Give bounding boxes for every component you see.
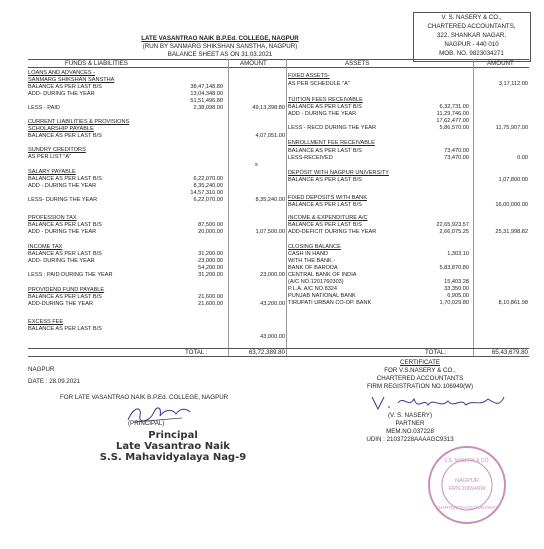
liability-sub-amount: 21,600.00	[198, 301, 223, 307]
asset-sub-amount: 15,403.28	[444, 279, 469, 285]
asset-label: CASH IN HAND	[288, 251, 329, 257]
liability-label: INCOME TAX	[28, 244, 63, 250]
asset-label: (A/C NO.1201760303)	[288, 279, 344, 285]
liability-sub-amount: 31,200.00	[198, 251, 223, 257]
asset-label: ADD - DURING THE YEAR	[288, 111, 357, 117]
asset-label: LESS - RECD DURING THE YEAR	[288, 125, 377, 131]
liability-sub-amount: 23,000.00	[198, 258, 223, 264]
asset-label: FIXED DEPOSITS WITH BANK	[288, 195, 367, 201]
liability-amount: 49,13,398.80	[252, 105, 285, 111]
asset-amount: 3,17,112.00	[498, 81, 528, 87]
college-for-line: FOR LATE VASANTRAO NAIK B.P.Ed. COLLEGE, NAGPUR	[60, 394, 229, 401]
firm-address-line: 322, SHANKAR NAGAR,	[436, 32, 507, 39]
certificate-line: FIRM REGISTRATION NO.106949(W)	[366, 383, 474, 390]
footer-city: NAGPUR	[28, 366, 55, 373]
asset-sub-amount: 6,32,731.00	[439, 104, 469, 110]
divider-left-amount	[228, 59, 229, 356]
asset-sub-amount: 73,470.00	[444, 148, 469, 154]
liability-label: LESS - PAID	[28, 105, 60, 111]
asset-sub-amount: 1,70,029.80	[439, 300, 469, 306]
firm-address-line: MOB. NO. 9823034271	[439, 50, 504, 57]
liability-sub-amount: 20,000.00	[198, 229, 223, 235]
liability-label: LESS : PAID DURING THE YEAR	[28, 272, 113, 278]
liability-label: BALANCE AS PER LAST B/S	[28, 251, 102, 257]
asset-label: AS PER SCHEDULE "A"	[288, 81, 350, 87]
liability-label: LESS- DURING THE YEAR	[28, 197, 98, 203]
liability-sub-amount: 6,22,070.00	[193, 176, 223, 182]
asset-sub-amount: 2,66,075.25	[439, 229, 469, 235]
asset-label: ENROLLMENT FEE RECEIVABLE	[288, 140, 375, 146]
certificate-line: CHARTERED ACCOUNTANTS	[376, 375, 464, 382]
asset-label: TIRUPATI URBAN CO-OP. BANK	[288, 300, 372, 306]
stamp-firm-name: V.S. NASERY & CO.	[444, 458, 490, 464]
asset-sub-amount: 22,65,923.57	[436, 222, 469, 228]
liability-sub-amount: 54,200.00	[198, 265, 223, 271]
asset-amount: 1,07,800.00	[498, 177, 528, 183]
liability-sub-amount: 31,200.00	[198, 272, 223, 278]
asset-sub-amount: 1,303.10	[447, 251, 469, 257]
stamp-frn: FRN.106949W	[448, 486, 486, 492]
certificate-line: FOR V.S.NASERY & CO.,	[384, 367, 456, 374]
firm-address-line: CHARTERED ACCOUNTANTS,	[427, 23, 516, 30]
liability-label: SUNDRY CREDITORS	[28, 147, 86, 153]
asset-amount: 25,31,998.82	[495, 229, 528, 235]
liability-sub-amount: 38,47,148.80	[190, 84, 223, 90]
asset-label: FIXED ASSETS-	[288, 73, 330, 79]
liability-label: BALANCE AS PER LAST B/S	[28, 84, 102, 90]
liability-label: ADD- DURING THE YEAR	[28, 258, 95, 264]
liability-sub-amount: 21,600.00	[198, 294, 223, 300]
asset-label: P.L.A. A/C NO.8324	[288, 286, 338, 292]
liability-label: EXCESS FEE	[28, 319, 64, 325]
header-amount-right: AMOUNT	[487, 60, 514, 67]
asset-label: TUITION FEES RECEIVABLE	[288, 97, 363, 103]
liability-label: BALANCE AS PER LAST B/S	[28, 326, 102, 332]
liability-sub-amount: 51,51,496.80	[190, 98, 223, 104]
footer-date: DATE : 28.09.2021	[28, 378, 81, 385]
total-amount-right: 65,43,679.80	[491, 349, 528, 356]
asset-label: CLOSING BALANCE	[288, 244, 341, 250]
principal-stamp-college: Late Vasantrao Naik	[116, 441, 230, 452]
partner-line: PARTNER	[395, 420, 425, 427]
principal-stamp-institution: S.S. Mahavidyalaya Nag-9	[99, 452, 247, 463]
total-label-right: TOTAL:	[425, 349, 447, 356]
title-line: (RUN BY SANMARG SHIKSHAN SANSTHA, NAGPUR)	[142, 43, 298, 50]
stamp-ca: CHARTERED ACCOUNTANTS	[435, 505, 499, 510]
divider-middle	[286, 59, 287, 356]
partner-line: (V. S. NASERY)	[387, 412, 432, 419]
partner-line: UDIN : 21037228AAAAGC9313	[366, 436, 454, 443]
asset-label: BALANCE AS PER LAST B/S	[288, 222, 362, 228]
title-line: BALANCE SHEET AS ON 31.03.2021	[167, 51, 273, 58]
liability-amount: 1,07,500.00	[255, 229, 285, 235]
liability-label: BALANCE AS PER LAST B/S	[28, 133, 102, 139]
asset-sub-amount: 33,350.00	[444, 286, 469, 292]
asset-sub-amount: 11,29,746.00	[436, 111, 469, 117]
asset-label: DEPOSIT WITH NAGPUR UNIVERSITY	[288, 170, 389, 176]
asset-label: CENTRAL BANK OF INDIA	[288, 272, 357, 278]
asset-sub-amount: 6,905.00	[447, 293, 469, 299]
firm-address-line: NAGPUR - 440 010	[444, 41, 499, 48]
liability-label: PROFESSION TAX	[28, 215, 77, 221]
header-amount-left: AMOUNT	[240, 60, 267, 67]
total-label-left: TOTAL :	[185, 349, 208, 356]
liability-amount: 8,35,240.00	[255, 197, 285, 203]
liability-sub-amount: 14,57,310.00	[190, 190, 223, 196]
asset-label: BALANCE AS PER LAST B/S	[288, 148, 362, 154]
principal-stamp-title: Principal	[148, 430, 198, 441]
asset-amount: 11,75,907.00	[495, 125, 528, 131]
asset-amount: 16,00,000.00	[495, 202, 528, 208]
liability-label: ADD - DURING THE YEAR	[28, 229, 97, 235]
liability-label: SANMARG SHIKSHAN SANSTHA	[28, 77, 115, 83]
liability-label: BALANCE AS PER LAST B/S	[28, 294, 102, 300]
principal-stamp	[88, 427, 258, 463]
liability-label: PROVIDEND FUND PAYABLE	[28, 287, 105, 293]
firm-round-stamp	[428, 446, 506, 524]
header-assets: ASSETS	[345, 60, 370, 67]
liability-sub-amount: 8,35,240.00	[193, 183, 223, 189]
liability-label: CURRENT LIABILITIES & PROVISIONS	[28, 119, 130, 125]
liability-label: SALARY PAYABLE	[28, 169, 76, 175]
asset-sub-amount: 17,62,477.00	[436, 118, 469, 124]
liability-label: LOANS AND ADVANCES -	[28, 70, 96, 76]
liability-label: ADD - DURING THE YEAR	[28, 183, 97, 189]
certificate-line: CERTIFICATE	[400, 359, 440, 366]
liability-amount: 43,200.00	[260, 301, 285, 307]
liability-sub-amount: 13,04,348.00	[190, 91, 223, 97]
asset-sub-amount: 73,470.00	[444, 155, 469, 161]
liability-sub-amount: 6,22,070.00	[193, 197, 223, 203]
liability-label: ADD-DURING THE YEAR	[28, 301, 94, 307]
stray-mark: s	[255, 162, 258, 168]
liability-amount: 23,000.00	[260, 272, 285, 278]
asset-label: WITH THE BANK -	[288, 258, 336, 264]
asset-sub-amount: 5,83,870.80	[439, 265, 469, 271]
asset-label: BANK OF BARODA	[288, 265, 338, 271]
asset-label: INCOME & EXPENDITURE A/C	[288, 215, 368, 221]
asset-label: ADD-DEFICIT DURING THE YEAR	[288, 229, 377, 235]
header-funds-liabilities: FUNDS & LIABILITIES	[65, 60, 128, 67]
asset-sub-amount: 5,86,570.00	[439, 125, 469, 131]
total-amount-left: 63,72,389.80	[248, 349, 285, 356]
asset-amount: 8,10,861.98	[498, 300, 528, 306]
header-bottom-rule	[28, 67, 529, 68]
partner-line: MEM.NO.037228	[386, 428, 434, 435]
liability-label: SCHOLARSHIP PAYABLE	[28, 126, 94, 132]
asset-label: BALANCE AS PER LAST B/S	[288, 104, 362, 110]
liability-amount: 43,000.00	[260, 334, 285, 340]
liability-sub-amount: 87,500.00	[198, 222, 223, 228]
asset-label: BALANCE AS PER LAST B/S	[288, 202, 362, 208]
liability-amount: 4,07,051.00	[255, 133, 285, 139]
asset-label: BALANCE AS PER LAST B/S	[288, 177, 362, 183]
liability-label: AS PER LIST "A"	[28, 154, 72, 160]
firm-address-line: V. S. NASERY & CO.,	[441, 14, 502, 21]
totals-bottom-rule	[28, 356, 529, 357]
asset-label: LESS-RECEIVED	[288, 155, 333, 161]
title-line: LATE VASANTRAO NAIK B.P.Ed. COLLEGE, NAGPUR	[141, 35, 299, 42]
stamp-city: NAGPUR	[455, 478, 479, 484]
liability-label: ADD- DURING THE YEAR	[28, 91, 95, 97]
liability-label: BALANCE AS PER LAST B/S	[28, 176, 102, 182]
asset-amount: 0.00	[517, 155, 528, 161]
liability-label: BALANCE AS PER LAST B/S	[28, 222, 102, 228]
principal-signature-label: (PRINCIPAL)	[128, 420, 165, 427]
liability-sub-amount: 2,38,098.00	[193, 105, 223, 111]
asset-label: PUNJAB NATIONAL BANK	[288, 293, 356, 299]
